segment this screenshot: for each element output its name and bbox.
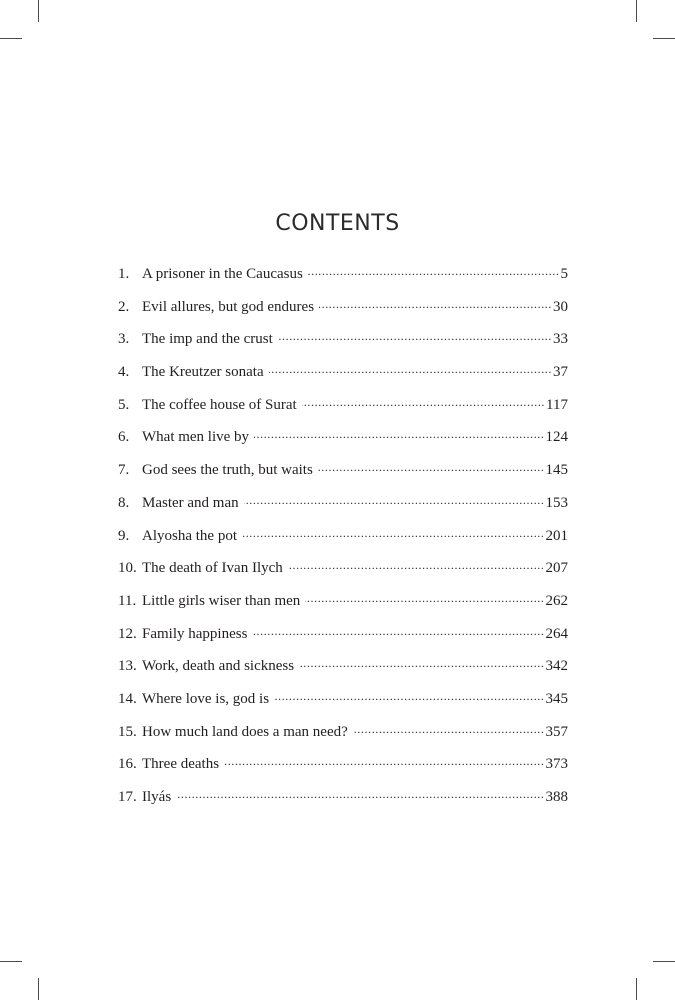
toc-entry[interactable] xyxy=(118,361,568,394)
toc-entry-page-number: 124 xyxy=(545,429,568,446)
toc-entry-number: 8. xyxy=(118,494,130,511)
crop-mark-right-bottom xyxy=(653,961,675,962)
toc-leader-dots xyxy=(308,264,560,278)
toc-entry-number: 7. xyxy=(118,462,130,479)
toc-leader-dots xyxy=(244,493,545,507)
toc-entry-title: Evil allures, but god endures xyxy=(142,298,315,315)
toc-entry-title: Family happiness xyxy=(142,625,248,642)
toc-entry-page-number: 145 xyxy=(545,462,568,479)
table-of-contents xyxy=(118,263,568,819)
toc-entry[interactable] xyxy=(118,492,568,525)
toc-entry-number: 14. xyxy=(118,690,137,707)
toc-entry-page-number: 201 xyxy=(545,527,568,544)
toc-entry-title: The coffee house of Surat xyxy=(142,396,297,413)
toc-entry-number: 1. xyxy=(118,266,130,282)
toc-entry-number: 3. xyxy=(118,331,130,348)
toc-entry-number: 12. xyxy=(118,625,137,642)
toc-entry-title: Ilyás xyxy=(142,789,172,805)
toc-entry[interactable] xyxy=(118,753,568,786)
toc-leader-dots xyxy=(224,754,544,768)
toc-entry-title: God sees the truth, but waits xyxy=(142,462,313,479)
toc-entry[interactable] xyxy=(118,623,568,656)
toc-leader-dots xyxy=(242,526,545,540)
toc-entry-page-number: 5 xyxy=(560,266,568,282)
toc-entry-number: 6. xyxy=(118,429,130,446)
crop-mark-left-top xyxy=(0,38,22,39)
toc-entry-page-number: 37 xyxy=(553,364,568,381)
crop-mark-left-bottom xyxy=(0,961,22,962)
toc-entry-title: Where love is, god is xyxy=(142,690,270,707)
toc-entry-page-number: 388 xyxy=(545,789,568,805)
toc-entry-title: How much land does a man need? xyxy=(142,723,348,740)
toc-entry[interactable] xyxy=(118,721,568,754)
toc-entry-page-number: 345 xyxy=(545,690,568,707)
toc-entry-page-number: 33 xyxy=(553,331,568,348)
toc-leader-dots xyxy=(299,656,544,670)
crop-mark-bottom-right xyxy=(636,978,637,1000)
toc-entry-title: The death of Ivan Ilych xyxy=(142,560,283,577)
toc-entry-title: Three deaths xyxy=(142,756,220,773)
toc-entry-title: A prisoner in the Caucasus xyxy=(142,266,303,282)
toc-entry[interactable] xyxy=(118,426,568,459)
toc-entry-page-number: 30 xyxy=(553,298,568,315)
toc-entry-page-number: 117 xyxy=(546,396,568,413)
toc-entry-number: 17. xyxy=(118,789,137,805)
toc-leader-dots xyxy=(252,624,544,638)
toc-entry-page-number: 262 xyxy=(545,592,568,609)
toc-entry-title: The imp and the crust xyxy=(142,331,273,348)
page-title: CONTENTS xyxy=(275,210,400,236)
toc-leader-dots xyxy=(269,362,552,376)
toc-entry-title: The Kreutzer sonata xyxy=(142,364,264,381)
toc-leader-dots xyxy=(278,329,552,343)
toc-entry-number: 2. xyxy=(118,298,130,315)
toc-entry-number: 15. xyxy=(118,723,137,740)
toc-entry[interactable] xyxy=(118,786,568,819)
toc-entry-number: 13. xyxy=(118,658,137,675)
toc-entry[interactable] xyxy=(118,328,568,361)
toc-entry-page-number: 342 xyxy=(545,658,568,675)
toc-entry-title: Master and man xyxy=(142,494,239,511)
toc-leader-dots xyxy=(274,689,544,703)
toc-entry-page-number: 264 xyxy=(545,625,568,642)
crop-mark-top-left xyxy=(38,0,39,22)
toc-entry-page-number: 207 xyxy=(545,560,568,577)
toc-leader-dots xyxy=(318,460,545,474)
toc-entry[interactable] xyxy=(118,525,568,558)
toc-entry[interactable] xyxy=(118,557,568,590)
crop-mark-top-right xyxy=(636,0,637,22)
toc-entry-title: Work, death and sickness xyxy=(142,658,295,675)
toc-entry-number: 10. xyxy=(118,560,137,577)
toc-entry[interactable] xyxy=(118,263,568,296)
toc-leader-dots xyxy=(319,297,552,311)
toc-entry[interactable] xyxy=(118,688,568,721)
toc-entry[interactable] xyxy=(118,459,568,492)
toc-leader-dots xyxy=(254,427,544,441)
toc-entry-number: 9. xyxy=(118,527,130,544)
toc-entry-number: 11. xyxy=(118,592,137,609)
toc-entry-title: Little girls wiser than men xyxy=(142,592,301,609)
toc-entry-title: What men live by xyxy=(142,429,250,446)
toc-leader-dots xyxy=(302,395,545,409)
toc-entry-title: Alyosha the pot xyxy=(142,527,237,544)
toc-leader-dots xyxy=(353,722,545,736)
toc-entry-number: 4. xyxy=(118,364,130,381)
toc-leader-dots xyxy=(288,558,545,572)
toc-leader-dots xyxy=(176,787,544,801)
toc-entry[interactable] xyxy=(118,394,568,427)
toc-entry-number: 5. xyxy=(118,396,130,413)
toc-entry-page-number: 153 xyxy=(545,494,568,511)
toc-entry-number: 16. xyxy=(118,756,137,773)
toc-entry[interactable] xyxy=(118,590,568,623)
crop-mark-bottom-left xyxy=(38,978,39,1000)
crop-mark-right-top xyxy=(653,38,675,39)
toc-entry[interactable] xyxy=(118,655,568,688)
toc-entry-page-number: 373 xyxy=(545,756,568,773)
toc-leader-dots xyxy=(305,591,544,605)
toc-entry-page-number: 357 xyxy=(545,723,568,740)
toc-entry[interactable] xyxy=(118,296,568,329)
